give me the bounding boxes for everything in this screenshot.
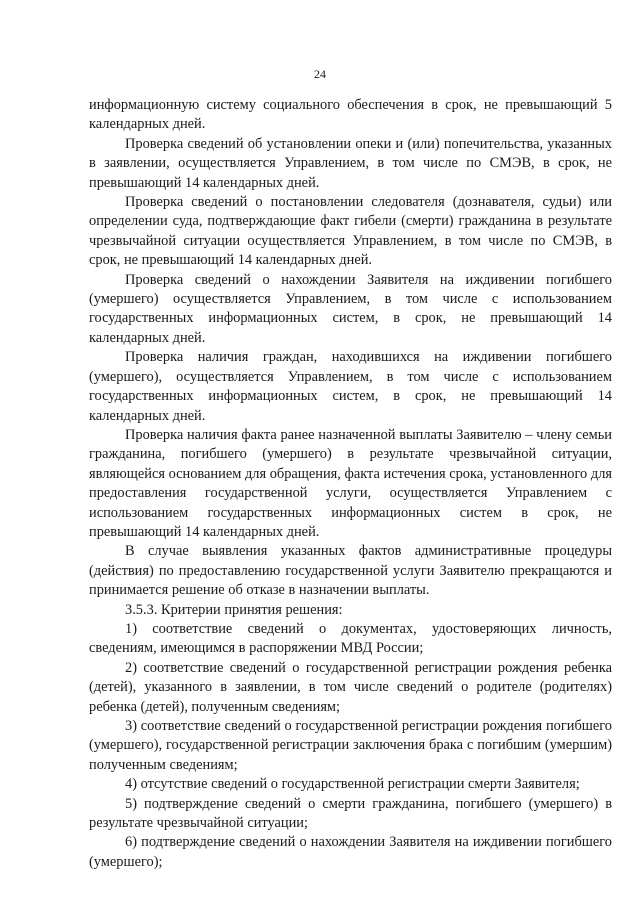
- paragraph-dependents-check: Проверка наличия граждан, находившихся на иждивении погибшего (умершего), осуществляется Управлением, в том числе с использованием государственных информационных систем, в срок, не превышающий 14 календарных дней.: [89, 349, 612, 424]
- paragraph-continuation: информационную систему социального обеспечения в срок, не превышающий 5 календарных дней.: [89, 97, 612, 133]
- section-heading-criteria: 3.5.3. Критерии принятия решения:: [125, 601, 343, 618]
- paragraph-investigator-decision-check: Проверка сведений о постановлении следователя (дознавателя, судьи) или определении суда, подтверждающие факт гибели (смерти) гражданина в результате чрезвычайной ситуации осуществляется Управлением, в том числе по СМЭВ, в срок, не превышающий 14 календарных дней.: [89, 194, 612, 269]
- paragraph-guardianship-check: Проверка сведений об установлении опеки и (или) попечительства, указанных в заявлении, осуществляется Управлением, в том числе по СМЭВ, в срок, не превышающий 14 календарных дней.: [89, 135, 612, 191]
- criterion-item-5: 5) подтверждение сведений о смерти гражданина, погибшего (умершего) в результате чрезвычайной ситуации;: [89, 795, 612, 832]
- criterion-item-1: 1) соответствие сведений о документах, удостоверяющих личность, сведениям, имеющимся в распоряжении МВД России;: [89, 620, 612, 657]
- criterion-item-2: 2) соответствие сведений о государственной регистрации рождения ребенка (детей), указанного в заявлении, в том числе сведений о родителе (родителях) ребенка (детей), полученным сведениям;: [89, 659, 612, 715]
- paragraph-dependency-check: Проверка сведений о нахождении Заявителя на иждивении погибшего (умершего) осуществляется Управлением, в том числе с использованием государственных информационных систем, в срок, не превышающий 14 календарных дней.: [89, 271, 612, 346]
- paragraph-prior-payment-check: Проверка наличия факта ранее назначенной выплаты Заявителю – члену семьи гражданина, погибшего (умершего) в результате чрезвычайной ситуации, являющейся основанием для обращения, факта истечения срока, установленного для предоставления государственной услуги, осуществляется Управлением с использованием государственных информационных систем в срок, не превышающий 14 календарных дней.: [89, 426, 612, 540]
- criterion-item-6: 6) подтверждение сведений о нахождении Заявителя на иждивении погибшего (умершего);: [89, 834, 612, 870]
- paragraph-termination: В случае выявления указанных фактов административные процедуры (действия) по предоставлению государственной услуги Заявителю прекращаются и принимается решение об отказе в назначении выплаты.: [89, 543, 612, 599]
- document-body: [89, 96, 612, 872]
- page-number: 24: [314, 67, 326, 81]
- criterion-item-4: 4) отсутствие сведений о государственной регистрации смерти Заявителя;: [125, 776, 580, 793]
- criterion-item-3: 3) соответствие сведений о государственной регистрации рождения погибшего (умершего), государственной регистрации заключения брака с погибшим (умершим) полученным сведениям;: [89, 718, 612, 773]
